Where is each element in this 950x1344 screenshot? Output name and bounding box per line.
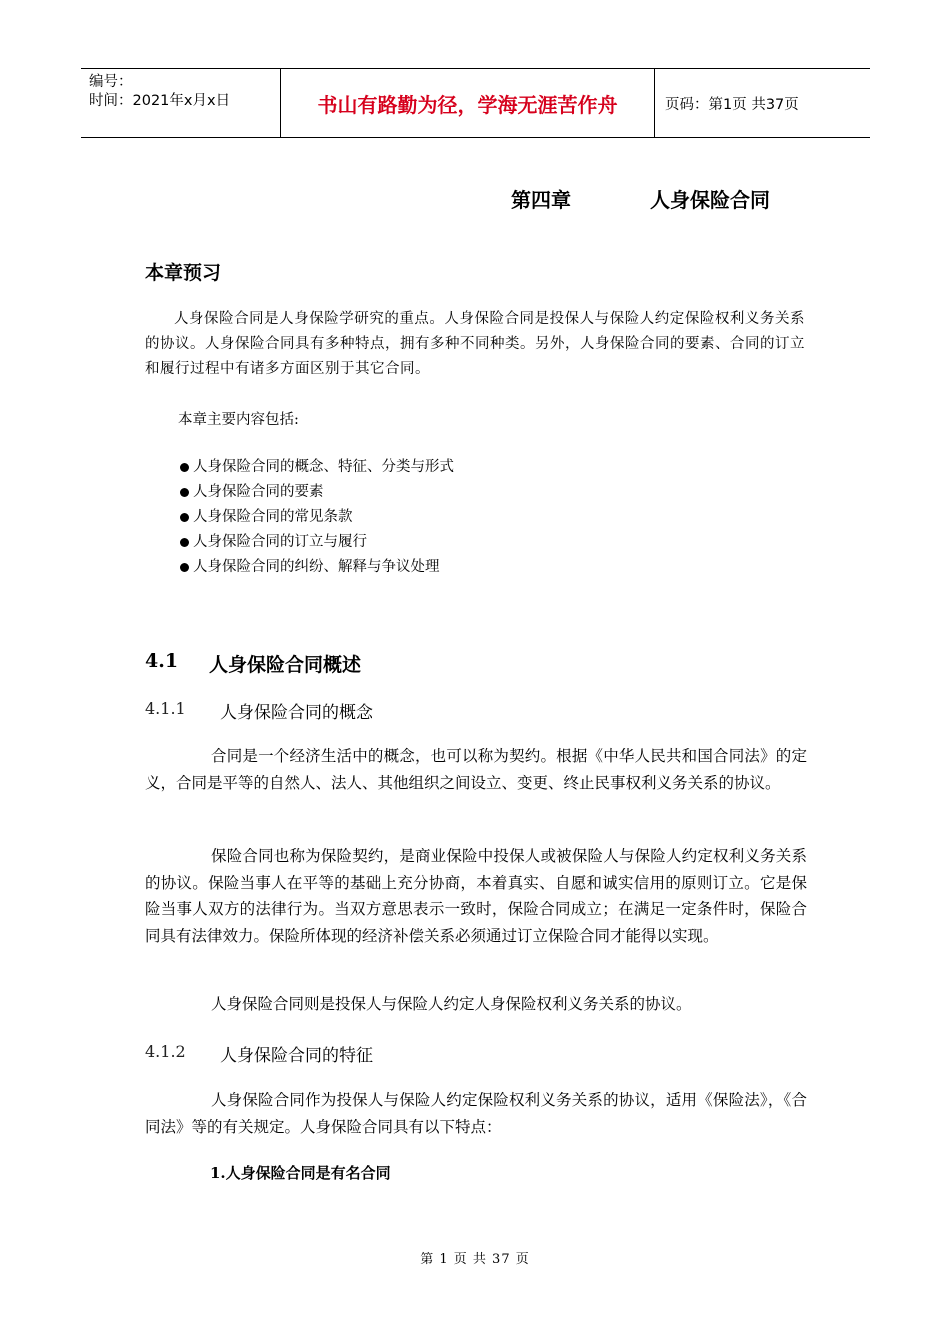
section-number: 4.1 <box>145 650 179 672</box>
header-meta <box>81 69 281 137</box>
bullet-icon <box>180 538 189 547</box>
paragraph: 人身保险合同则是投保人与保险人约定人身保险权利义务关系的协议。 <box>211 995 692 1013</box>
page-header <box>81 68 870 138</box>
feature-item: 1.人身保险合同是有名合同 <box>210 1164 391 1182</box>
preview-intro: 人身保险合同是人身保险学研究的重点。人身保险合同是投保人与保险人约定保险权利义务关系的协议。人身保险合同具有多种特点，拥有多种不同种类。另外，人身保险合同的要素、合同的订立和履行过程中有诸多方面区别于其它合同。 <box>145 311 805 377</box>
contents-list <box>180 455 454 580</box>
list-item: 人身保险合同的概念、特征、分类与形式 <box>180 455 454 480</box>
paragraph: 保险合同也称为保险契约，是商业保险中投保人或被保险人与保险人约定权利义务关系的协议。保险当事人在平等的基础上充分协商，本着真实、自愿和诚实信用的原则订立。它是保险当事人双方的法律行为。当双方意思表示一致时，保险合同成立；在满足一定条件时，保险合同具有法律效力。保险所体现的经济补偿关系必须通过订立保险合同才能得以实现。 <box>145 847 807 945</box>
number-label: 编号： <box>89 74 133 90</box>
list-item: 人身保险合同的订立与履行 <box>180 530 454 555</box>
subsection-title: 人身保险合同的特征 <box>220 1046 373 1066</box>
bullet-icon <box>180 463 189 472</box>
paragraph: 人身保险合同作为投保人与保险人约定保险权利义务关系的协议，适用《保险法》，《合同法》等的有关规定。人身保险合同具有以下特点： <box>145 1091 807 1136</box>
chapter-title: 人身保险合同 <box>650 188 770 212</box>
subsection-number: 4.1.2 <box>145 1042 186 1061</box>
subsection-title: 人身保险合同的概念 <box>220 703 373 723</box>
list-item: 人身保险合同的纠纷、解释与争议处理 <box>180 555 454 580</box>
list-item: 人身保险合同的要素 <box>180 480 454 505</box>
header-motto: 书山有路勤为径，学海无涯苦作舟 <box>281 69 655 137</box>
time-label: 时间：2021年x月x日 <box>89 93 231 109</box>
page-footer: 第 1 页 共 37 页 <box>420 1252 530 1267</box>
preview-heading: 本章预习 <box>145 262 222 284</box>
bullet-icon <box>180 513 189 522</box>
section-title: 人身保险合同概述 <box>209 654 362 676</box>
paragraph: 合同是一个经济生活中的概念，也可以称为契约。根据《中华人民共和国合同法》的定义，合同是平等的自然人、法人、其他组织之间设立、变更、终止民事权利义务关系的协议。 <box>145 747 807 792</box>
chapter-number: 第四章 <box>511 188 571 212</box>
bullet-icon <box>180 563 189 572</box>
header-page-label: 页码：第1页 共37页 <box>665 96 799 113</box>
list-item: 人身保险合同的常见条款 <box>180 505 454 530</box>
bullet-icon <box>180 488 189 497</box>
contents-intro: 本章主要内容包括: <box>178 412 299 428</box>
subsection-number: 4.1.1 <box>145 699 186 718</box>
